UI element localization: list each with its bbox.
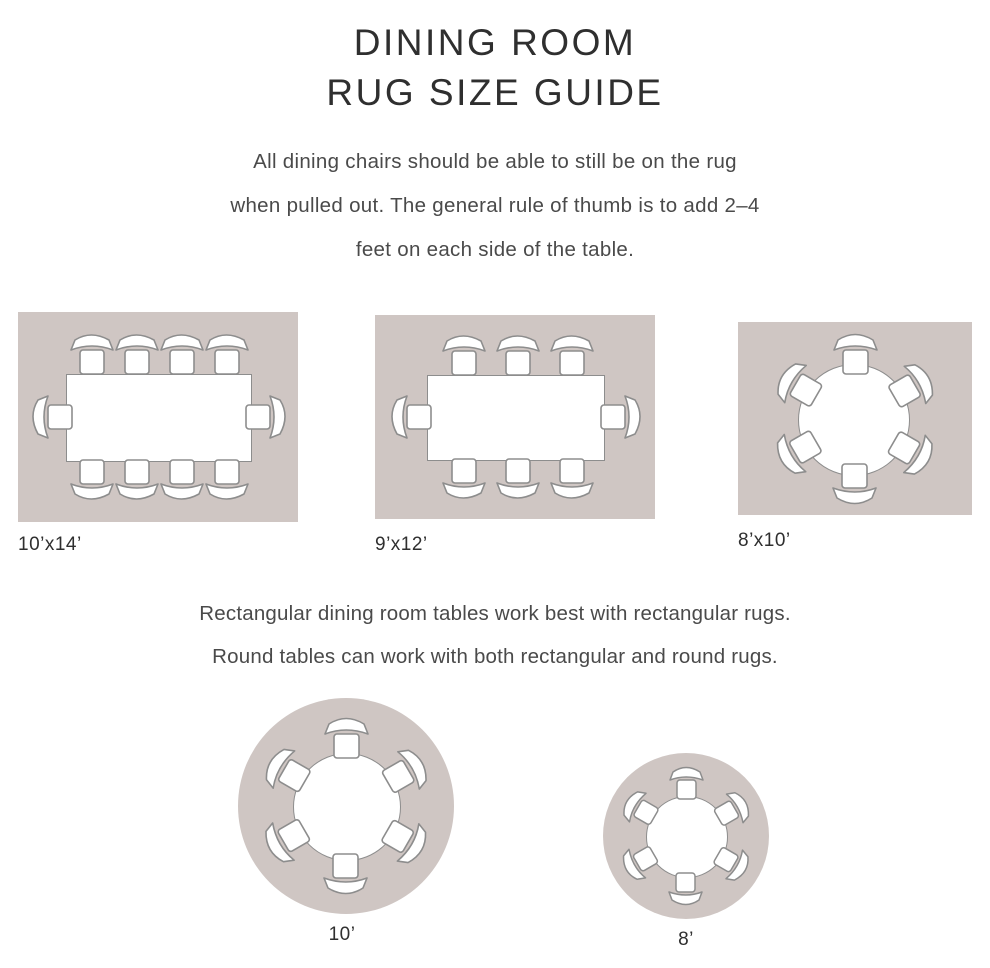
diagram-rug-round-8	[603, 753, 769, 950]
rug-area-9x12	[375, 315, 655, 519]
diagram-rug-round-10	[238, 698, 454, 945]
middle-note-line-1: Rectangular dining room tables work best with rectangular rugs.	[199, 602, 791, 625]
caption-rug-10x14: 10’x14’	[18, 534, 82, 555]
dining-table-round	[646, 796, 728, 878]
intro-line-2: when pulled out. The general rule of thumb is to add 2–4	[230, 193, 760, 217]
dining-table-round	[798, 364, 910, 476]
diagram-rug-8x10	[738, 322, 972, 551]
caption-rug-round-10: 10’	[328, 924, 356, 945]
dining-table-round	[293, 753, 401, 861]
rug-area-round-8	[603, 753, 769, 919]
intro-line-3: feet on each side of the table.	[355, 238, 635, 261]
rug-area-8x10	[738, 322, 972, 515]
intro-paragraph	[0, 140, 990, 272]
middle-note	[0, 592, 990, 678]
middle-note-line-2: Round tables can work with both rectangular and round rugs.	[212, 645, 778, 669]
rug-area-10x14	[18, 312, 298, 522]
caption-rug-8x10: 8’x10’	[738, 530, 791, 551]
title-line-1: DINING ROOM	[353, 22, 637, 63]
diagram-rug-9x12	[375, 315, 655, 555]
rug-area-round-10	[238, 698, 454, 914]
rug-row-top	[0, 312, 990, 562]
dining-table-rectangle	[66, 374, 252, 462]
diagram-rug-10x14	[18, 312, 298, 555]
caption-rug-round-8: 8’	[678, 929, 694, 950]
caption-rug-9x12: 9’x12’	[375, 534, 428, 555]
dining-table-rectangle	[427, 375, 605, 461]
intro-line-1: All dining chairs should be able to still be on the rug	[253, 149, 737, 173]
page-title	[0, 0, 990, 118]
rug-row-bottom	[0, 698, 990, 948]
title-line-2: RUG SIZE GUIDE	[326, 71, 664, 113]
